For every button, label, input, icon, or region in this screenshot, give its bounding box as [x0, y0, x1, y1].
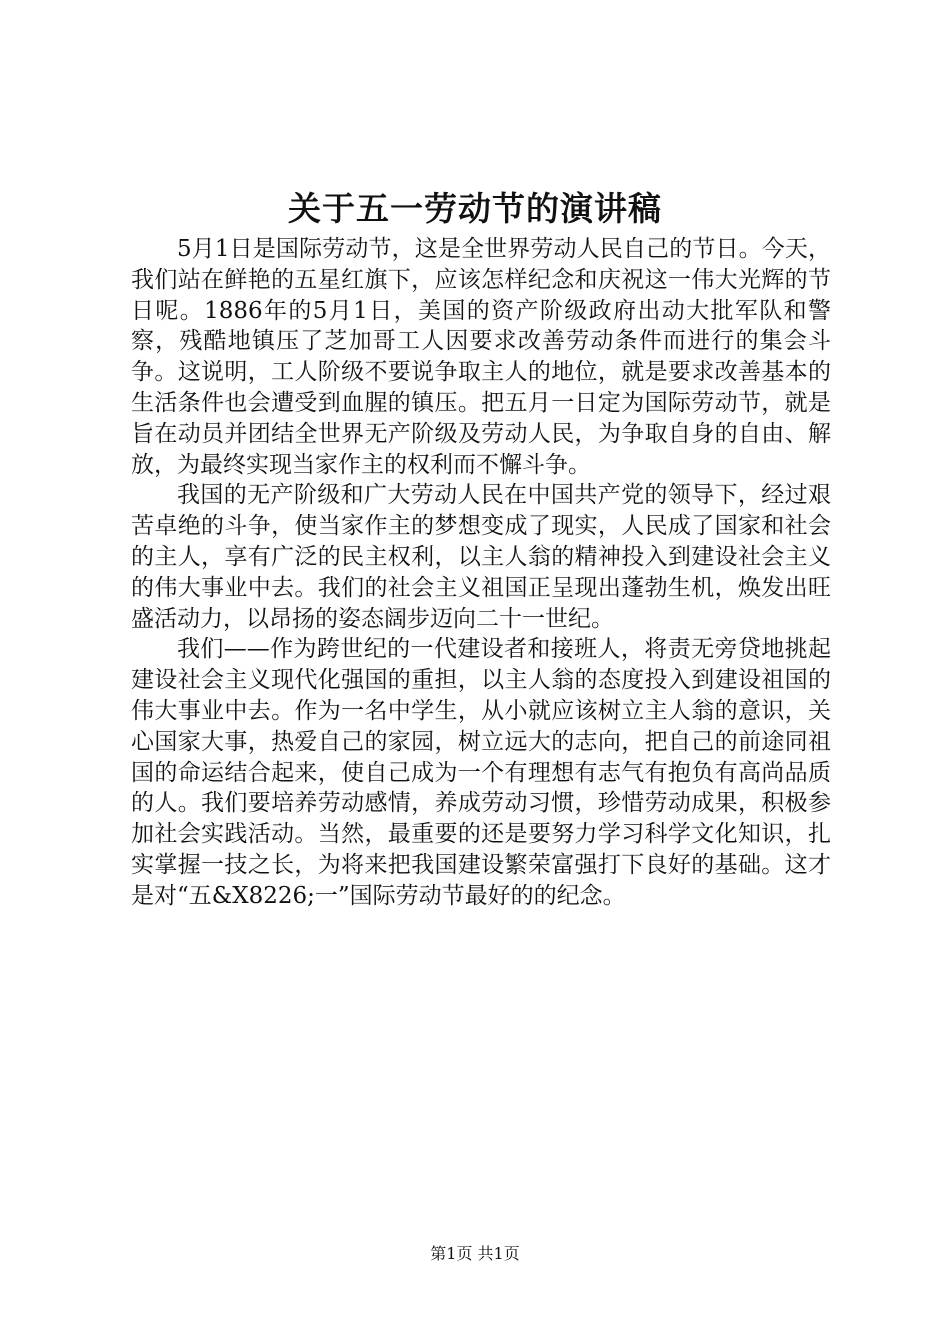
- document-body: [131, 234, 831, 912]
- paragraph-1: 5月1日是国际劳动节，这是全世界劳动人民自己的节日。今天，我们站在鲜艳的五星红旗下，应该怎样纪念和庆祝这一伟大光辉的节日呢。1886年的5月1日，美国的资产阶级政府出动大批军队和警察，残酷地镇压了芝加哥工人因要求改善劳动条件而进行的集会斗争。这说明，工人阶级不要说争取主人的地位，就是要求改善基本的生活条件也会遭受到血腥的镇压。把五月一日定为国际劳动节，就是旨在动员并团结全世界无产阶级及劳动人民，为争取自身的自由、解放，为最终实现当家作主的权利而不懈斗争。: [131, 236, 831, 478]
- page-title: 关于五一劳动节的演讲稿: [288, 189, 662, 228]
- paragraph-2: 我国的无产阶级和广大劳动人民在中国共产党的领导下，经过艰苦卓绝的斗争，使当家作主的梦想变成了现实，人民成了国家和社会的主人，享有广泛的民主权利，以主人翁的精神投入到建设社会主义的伟大事业中去。我们的社会主义祖国正呈现出蓬勃生机，焕发出旺盛活动力，以昂扬的姿态阔步迈向二十一世纪。: [131, 482, 831, 632]
- paragraph-3: 我们——作为跨世纪的一代建设者和接班人，将责无旁贷地挑起建设社会主义现代化强国的重担，以主人翁的态度投入到建设祖国的伟大事业中去。作为一名中学生，从小就应该树立主人翁的意识，关心国家大事，热爱自己的家园，树立远大的志向，把自己的前途同祖国的命运结合起来，使自己成为一个有理想有志气有抱负有高尚品质的人。我们要培养劳动感情，养成劳动习惯，珍惜劳动成果，积极参加社会实践活动。当然，最重要的还是要努力学习科学文化知识，扎实掌握一技之长，为将来把我国建设繁荣富强打下良好的基础。这才是对“五&X8226;一”国际劳动节最好的的纪念。: [131, 636, 831, 909]
- page-footer: 第1页 共1页: [430, 1244, 520, 1263]
